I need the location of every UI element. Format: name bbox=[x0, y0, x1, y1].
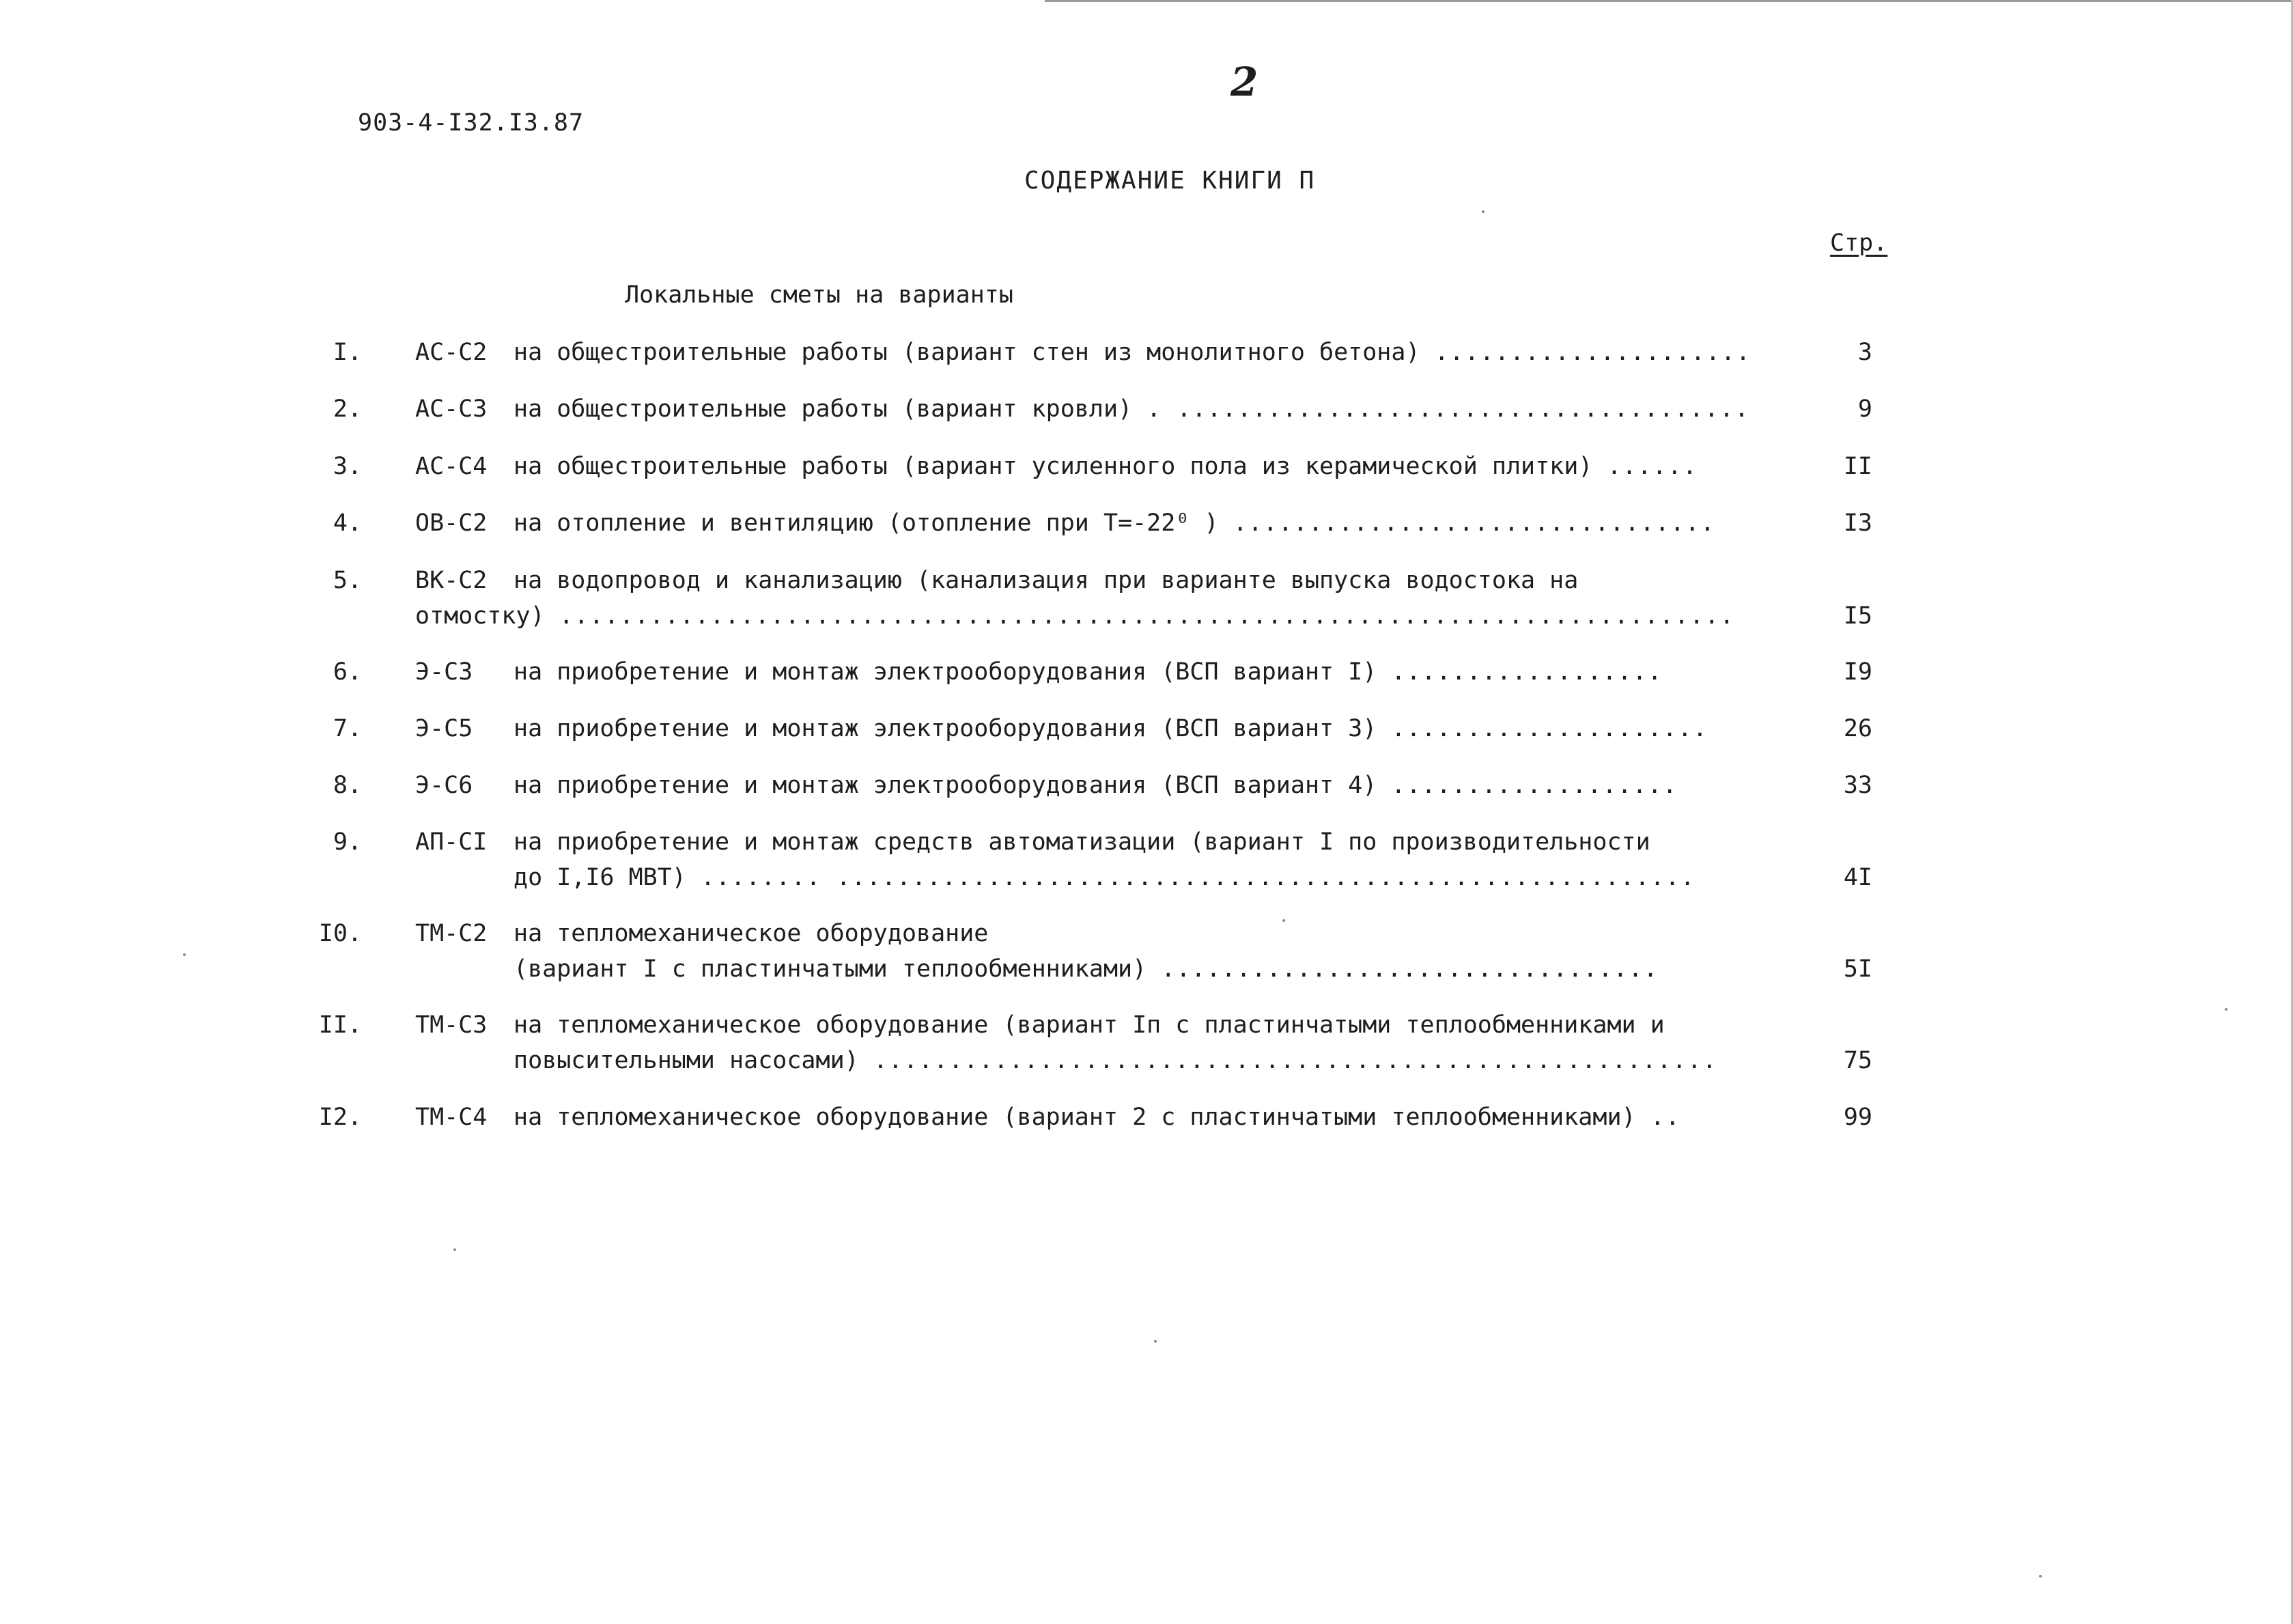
entry-title-text: на общестроительные работы (вариант усиленного пола из керамической плитки) bbox=[514, 453, 1593, 480]
entry-leader: ................... bbox=[1391, 772, 1678, 799]
scan-speck bbox=[183, 953, 186, 956]
entry-title-continuation bbox=[514, 864, 1696, 891]
document-code: 903-4-I32.I3.87 bbox=[358, 109, 585, 137]
scan-speck bbox=[2039, 1575, 2042, 1578]
entry-number: 5. bbox=[333, 567, 362, 594]
entry-page: I9 bbox=[1843, 658, 1872, 686]
scan-speck bbox=[2225, 1008, 2227, 1011]
entry-title-text: на приобретение и монтаж средств автоматизации (вариант I по производительности bbox=[514, 828, 1650, 856]
entry-code: ВК-С2 bbox=[415, 567, 488, 594]
entry-page: I5 bbox=[1843, 602, 1872, 630]
entry-title-text: на тепломеханическое оборудование bbox=[514, 920, 989, 947]
entry-code: АС-С4 bbox=[415, 453, 488, 480]
entry-code: ОВ-С2 bbox=[415, 509, 488, 537]
entry-title-continuation bbox=[514, 955, 1659, 983]
entry-leader: .............................................................................. bbox=[559, 602, 1735, 630]
entry-leader: . ...................................... bbox=[1146, 395, 1750, 423]
entry-title bbox=[514, 509, 1715, 537]
entry-title bbox=[514, 1104, 1680, 1131]
entry-title-text: на приобретение и монтаж электрооборудования (ВСП вариант 3) bbox=[514, 715, 1377, 742]
entry-leader: ..................... bbox=[1391, 715, 1708, 742]
contents-title: СОДЕРЖАНИЕ КНИГИ П bbox=[1024, 167, 1316, 195]
page-column-header: Стр. bbox=[1830, 229, 1888, 257]
entry-title-text: на общестроительные работы (вариант кровли) bbox=[514, 395, 1133, 423]
entry-title-text: на приобретение и монтаж электрооборудования (ВСП вариант 4) bbox=[514, 772, 1377, 799]
entry-title bbox=[514, 395, 1749, 423]
entry-page: 75 bbox=[1843, 1047, 1872, 1074]
entry-code: АП-СI bbox=[415, 828, 488, 856]
entry-number: 2. bbox=[333, 395, 362, 423]
entry-number: I2. bbox=[318, 1104, 362, 1131]
entry-code: АС-С2 bbox=[415, 339, 488, 366]
handwritten-page-number: 2 bbox=[1230, 59, 1258, 105]
entry-title bbox=[514, 715, 1708, 742]
entry-leader: ...... bbox=[1607, 453, 1698, 480]
entry-page: 99 bbox=[1843, 1104, 1872, 1131]
entry-title-continuation bbox=[514, 1047, 1717, 1074]
entry-page: 9 bbox=[1857, 395, 1872, 423]
entry-page: 26 bbox=[1843, 715, 1872, 742]
entry-page: 5I bbox=[1843, 955, 1872, 983]
entry-title-text: на общестроительные работы (вариант стен из монолитного бетона) bbox=[514, 339, 1420, 366]
entry-leader: .................. bbox=[1391, 658, 1663, 686]
entry-leader: ................................ bbox=[1233, 509, 1715, 537]
entry-number: 6. bbox=[333, 658, 362, 686]
scan-speck bbox=[453, 1248, 456, 1251]
entry-title-text: на тепломеханическое оборудование (вариант Iп с пластинчатыми теплообменниками и bbox=[514, 1011, 1665, 1039]
entry-code: АС-С3 bbox=[415, 395, 488, 423]
entry-leader: ........ ......................................................... bbox=[700, 864, 1696, 891]
entry-number: I. bbox=[333, 339, 362, 366]
entry-code: Э-С5 bbox=[415, 715, 473, 742]
entry-leader: ..................... bbox=[1434, 339, 1752, 366]
entry-page: 3 bbox=[1857, 339, 1872, 366]
entry-code: ТМ-С3 bbox=[415, 1011, 488, 1039]
scan-speck bbox=[1154, 1340, 1157, 1343]
entry-title-text: на приобретение и монтаж электрооборудования (ВСП вариант I) bbox=[514, 658, 1377, 686]
section-heading: Локальные сметы на варианты bbox=[625, 281, 1013, 309]
entry-code: ТМ-С2 bbox=[415, 920, 488, 947]
entry-title bbox=[514, 453, 1698, 480]
entry-title-text-line2: отмостку) bbox=[415, 602, 545, 630]
entry-title bbox=[514, 339, 1751, 366]
entry-number: II. bbox=[318, 1011, 362, 1039]
entry-page: I3 bbox=[1843, 509, 1872, 537]
entry-number: 9. bbox=[333, 828, 362, 856]
entry-title-text-line2: до I,I6 МВТ) bbox=[514, 864, 686, 891]
entry-code: ТМ-С4 bbox=[415, 1104, 488, 1131]
entry-title-text-line2: повысительными насосами) bbox=[514, 1047, 859, 1074]
entry-leader: .. bbox=[1650, 1104, 1680, 1131]
entry-leader: ........................................................ bbox=[873, 1047, 1717, 1074]
entry-code: Э-С3 bbox=[415, 658, 473, 686]
scan-edge-line bbox=[1045, 0, 2293, 2]
entry-title-text-line2: (вариант I с пластинчатыми теплообменниками) bbox=[514, 955, 1147, 983]
entry-leader: ................................. bbox=[1161, 955, 1659, 983]
entry-title bbox=[514, 772, 1678, 799]
entry-number: 7. bbox=[333, 715, 362, 742]
entry-number: 3. bbox=[333, 453, 362, 480]
entry-number: I0. bbox=[318, 920, 362, 947]
entry-number: 8. bbox=[333, 772, 362, 799]
entry-page: 33 bbox=[1843, 772, 1872, 799]
entry-page: II bbox=[1843, 453, 1872, 480]
entry-number: 4. bbox=[333, 509, 362, 537]
entry-title-text: на отопление и вентиляцию (отопление при Т=-22⁰ ) bbox=[514, 509, 1219, 537]
entry-title bbox=[514, 658, 1663, 686]
scan-speck bbox=[1482, 210, 1485, 213]
entry-title-continuation bbox=[415, 602, 1734, 630]
entry-page: 4I bbox=[1843, 864, 1872, 891]
entry-code: Э-С6 bbox=[415, 772, 473, 799]
entry-title-text: на водопровод и канализацию (канализация при варианте выпуска водостока на bbox=[514, 567, 1579, 594]
entry-title-text: на тепломеханическое оборудование (вариант 2 с пластинчатыми теплообменниками) bbox=[514, 1104, 1636, 1131]
scan-speck bbox=[1282, 919, 1285, 922]
